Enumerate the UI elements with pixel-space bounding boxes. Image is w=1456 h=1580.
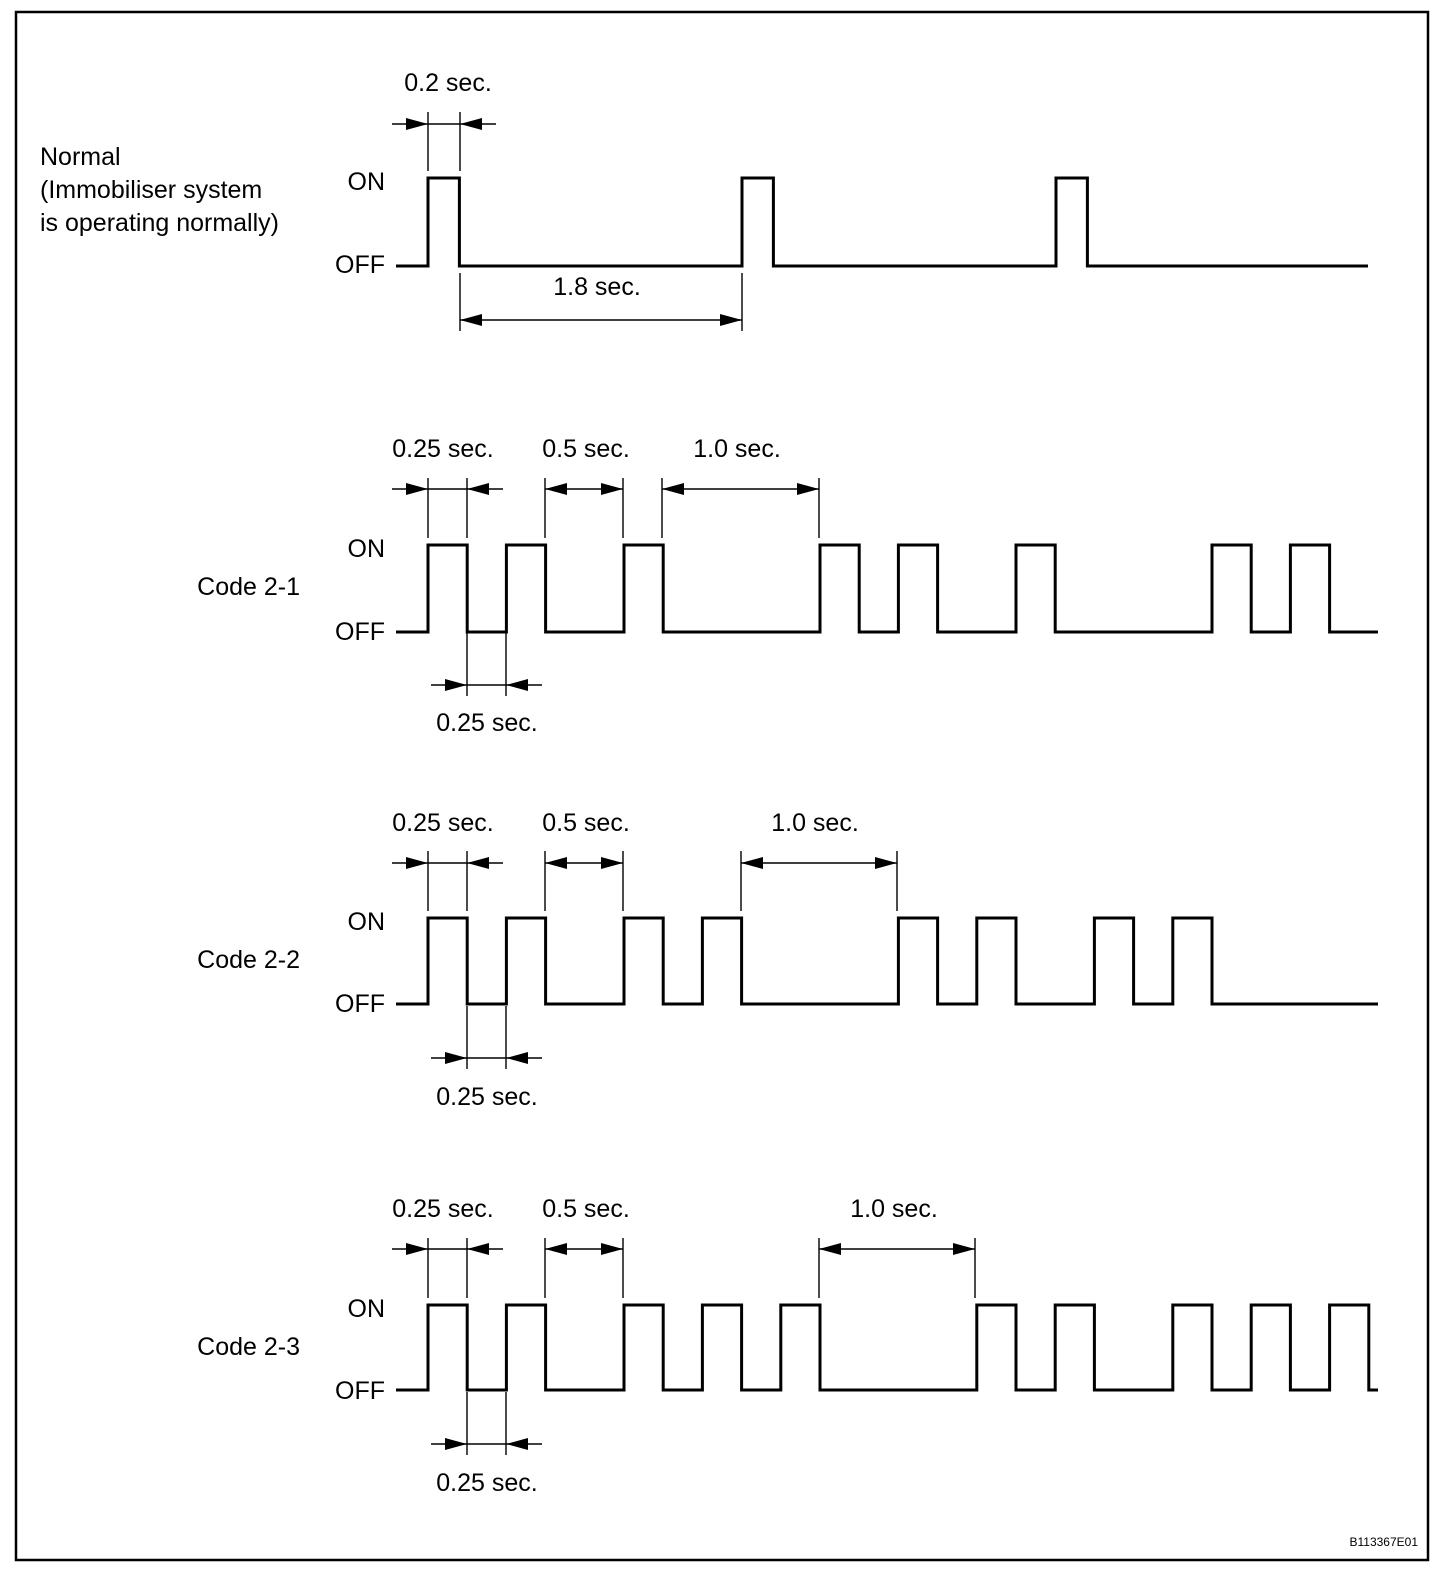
code-2-3-low-label: 0.25 sec. xyxy=(436,1469,538,1497)
code-2-3-pulse-dimension xyxy=(392,1195,503,1298)
normal-pulse-width-label: 0.2 sec. xyxy=(404,69,492,97)
code-2-2-long-gap-dimension xyxy=(741,809,897,911)
code-2-3-long-gap-label: 1.0 sec. xyxy=(850,1195,938,1223)
code-2-1-gap-label: 0.5 sec. xyxy=(542,435,630,463)
code-2-1-low-dimension xyxy=(431,632,542,737)
code-2-1-pulse-label: 0.25 sec. xyxy=(392,435,494,463)
code-2-3-low-dimension xyxy=(431,1392,542,1497)
code-2-2-gap-dimension xyxy=(542,809,630,911)
code-2-3-off-label: OFF xyxy=(335,1377,385,1405)
code-2-2-signal-waveform xyxy=(396,918,1378,1004)
pattern-code-2-3 xyxy=(197,1195,1378,1497)
code-2-1-low-label: 0.25 sec. xyxy=(436,709,538,737)
code-2-1-long-gap-dimension xyxy=(662,435,819,538)
normal-name-line-2: (Immobiliser system xyxy=(40,176,263,204)
code-2-1-pulse-dimension xyxy=(392,435,503,538)
normal-pulse-width-dimension xyxy=(392,69,496,171)
code-2-1-gap-dimension xyxy=(542,435,630,538)
pattern-code-2-1 xyxy=(197,435,1378,737)
code-2-1-on-label: ON xyxy=(347,535,385,563)
code-2-3-name: Code 2-3 xyxy=(197,1333,300,1361)
code-2-2-on-label: ON xyxy=(347,908,385,936)
code-2-2-low-label: 0.25 sec. xyxy=(436,1083,538,1111)
frame-border xyxy=(16,12,1428,1560)
code-2-2-long-gap-label: 1.0 sec. xyxy=(771,809,859,837)
code-2-3-gap-dimension xyxy=(542,1195,630,1298)
pattern-code-2-2 xyxy=(197,809,1378,1111)
code-2-2-name: Code 2-2 xyxy=(197,946,300,974)
code-2-2-pulse-label: 0.25 sec. xyxy=(392,809,494,837)
code-2-1-long-gap-label: 1.0 sec. xyxy=(693,435,781,463)
code-2-2-off-label: OFF xyxy=(335,990,385,1018)
code-2-2-pulse-dimension xyxy=(392,809,503,911)
code-2-1-name: Code 2-1 xyxy=(197,573,300,601)
normal-off-label: OFF xyxy=(335,251,385,279)
normal-period-gap-label: 1.8 sec. xyxy=(553,273,641,301)
normal-on-label: ON xyxy=(347,168,385,196)
code-2-2-gap-label: 0.5 sec. xyxy=(542,809,630,837)
normal-period-gap-dimension xyxy=(460,273,742,331)
pattern-normal xyxy=(40,69,1368,331)
normal-name-line-1: Normal xyxy=(40,143,121,171)
code-2-3-on-label: ON xyxy=(347,1295,385,1323)
normal-name-line-3: is operating normally) xyxy=(40,209,279,237)
code-2-3-long-gap-dimension xyxy=(819,1195,975,1298)
code-2-2-low-dimension xyxy=(431,1006,542,1111)
code-2-3-gap-label: 0.5 sec. xyxy=(542,1195,630,1223)
figure-id: B113367E01 xyxy=(1349,1535,1418,1549)
normal-signal-waveform xyxy=(396,178,1368,266)
code-2-3-signal-waveform xyxy=(396,1305,1378,1390)
code-2-3-pulse-label: 0.25 sec. xyxy=(392,1195,494,1223)
code-2-1-signal-waveform xyxy=(396,545,1378,632)
code-2-1-off-label: OFF xyxy=(335,618,385,646)
